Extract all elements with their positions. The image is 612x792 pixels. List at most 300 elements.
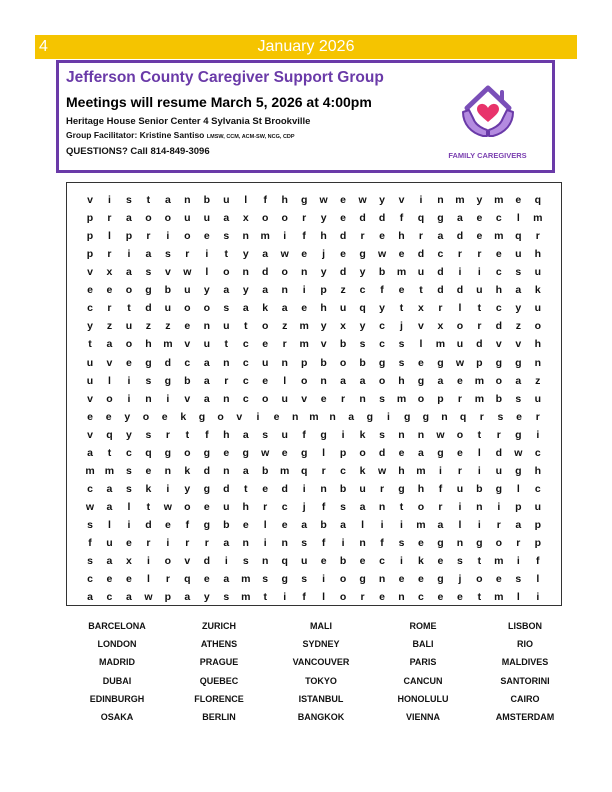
word-search-letter[interactable]: e	[281, 519, 288, 532]
word-search-letter[interactable]: s	[515, 573, 522, 586]
word-search-letter[interactable]: u	[456, 482, 464, 495]
word-search-letter[interactable]: a	[87, 591, 93, 604]
word-search-letter[interactable]: v	[106, 356, 113, 369]
word-search-letter[interactable]: l	[283, 374, 287, 387]
word-search-letter[interactable]: o	[495, 537, 503, 550]
word-search-letter[interactable]: a	[418, 446, 424, 459]
word-search-letter[interactable]: v	[164, 266, 171, 279]
word-search-letter[interactable]: s	[145, 266, 152, 279]
word-search-letter[interactable]: q	[145, 446, 152, 459]
word-search-letter[interactable]: g	[437, 212, 444, 225]
word-search-letter[interactable]: e	[320, 555, 327, 568]
word-search-letter[interactable]: p	[320, 284, 327, 297]
word-search-letter[interactable]: r	[457, 392, 462, 405]
word-search-letter[interactable]: o	[417, 392, 425, 405]
word-search-letter[interactable]: d	[378, 212, 386, 225]
word-search-letter[interactable]: k	[418, 555, 424, 568]
word-search-letter[interactable]: c	[379, 555, 385, 568]
word-search-letter[interactable]: y	[124, 410, 131, 423]
word-search-letter[interactable]: x	[418, 302, 424, 315]
word-search-letter[interactable]: x	[106, 266, 113, 279]
word-search-letter[interactable]: l	[205, 266, 209, 279]
word-search-letter[interactable]: z	[282, 320, 288, 333]
word-search-letter[interactable]: i	[108, 194, 111, 206]
word-search-letter[interactable]: g	[145, 356, 152, 369]
word-search-letter[interactable]: d	[262, 266, 269, 279]
word-search-letter[interactable]: c	[534, 446, 541, 459]
word-search-letter[interactable]: t	[146, 194, 151, 206]
word-search-letter[interactable]: s	[515, 266, 522, 279]
word-search-letter[interactable]: o	[184, 302, 191, 315]
word-search-letter[interactable]: p	[339, 446, 347, 459]
word-search-letter[interactable]: t	[244, 320, 248, 333]
word-search-letter[interactable]: k	[184, 464, 191, 477]
word-search-letter[interactable]: r	[341, 392, 346, 405]
word-search-letter[interactable]: s	[242, 555, 249, 568]
word-search-letter[interactable]: g	[198, 410, 206, 423]
word-search-letter[interactable]: t	[477, 591, 482, 604]
word-search-letter[interactable]: o	[417, 501, 425, 514]
word-search-letter[interactable]: r	[360, 591, 365, 604]
word-search-letter[interactable]: m	[85, 464, 95, 477]
word-search-letter[interactable]: h	[534, 464, 541, 477]
word-search-letter[interactable]: a	[106, 501, 113, 514]
word-search-letter[interactable]: j	[322, 248, 326, 261]
word-search-letter[interactable]: a	[242, 302, 249, 315]
word-search-letter[interactable]: a	[126, 212, 132, 225]
word-search-letter[interactable]: f	[263, 194, 267, 206]
word-search-letter[interactable]: h	[242, 501, 249, 514]
word-search-letter[interactable]: b	[164, 284, 172, 297]
word-search-letter[interactable]: e	[456, 374, 463, 387]
word-search-letter[interactable]: d	[145, 302, 152, 315]
word-search-letter[interactable]: g	[359, 573, 366, 586]
word-search-letter[interactable]: y	[126, 428, 132, 441]
word-search-letter[interactable]: a	[262, 284, 269, 297]
word-search-letter[interactable]: m	[396, 392, 407, 405]
word-search-letter[interactable]: x	[340, 320, 347, 333]
word-search-letter[interactable]: y	[203, 591, 210, 604]
word-search-letter[interactable]: e	[437, 591, 444, 604]
word-search-letter[interactable]: y	[359, 266, 366, 279]
word-search-letter[interactable]: v	[236, 410, 243, 423]
word-search-letter[interactable]: o	[184, 501, 191, 514]
word-search-letter[interactable]: s	[164, 248, 171, 261]
word-search-letter[interactable]: m	[494, 555, 504, 568]
word-search-letter[interactable]: a	[223, 573, 230, 586]
word-search-letter[interactable]: c	[87, 482, 93, 495]
word-search-letter[interactable]: l	[146, 573, 150, 586]
word-search-letter[interactable]: r	[418, 230, 424, 243]
word-search-letter[interactable]: g	[515, 464, 522, 477]
word-search-letter[interactable]: a	[145, 248, 152, 261]
word-search-letter[interactable]: i	[322, 573, 326, 586]
word-search-letter[interactable]: s	[379, 428, 385, 441]
word-search-letter[interactable]: u	[534, 392, 541, 405]
word-search-letter[interactable]: r	[477, 320, 482, 333]
word-search-letter[interactable]: u	[495, 464, 503, 477]
word-search-letter[interactable]: d	[339, 230, 347, 243]
word-search-letter[interactable]: c	[87, 573, 93, 586]
word-search-letter[interactable]: n	[223, 464, 230, 477]
word-search-letter[interactable]: h	[320, 302, 327, 315]
word-search-letter[interactable]: b	[320, 356, 327, 369]
word-search-letter[interactable]: c	[87, 302, 93, 315]
word-search-letter[interactable]: t	[419, 284, 423, 297]
word-search-letter[interactable]: o	[184, 446, 191, 459]
word-search-letter[interactable]: n	[398, 428, 405, 441]
word-search-letter[interactable]: n	[359, 537, 366, 550]
word-search-letter[interactable]: a	[359, 374, 366, 387]
word-search-letter[interactable]: n	[223, 356, 230, 369]
word-search-letter[interactable]: v	[184, 555, 191, 568]
word-search-letter[interactable]: c	[379, 320, 385, 333]
word-search-letter[interactable]: o	[203, 302, 211, 315]
word-search-letter[interactable]: i	[146, 555, 150, 568]
word-search-letter[interactable]: m	[494, 194, 504, 206]
word-search-letter[interactable]: u	[125, 320, 133, 333]
word-search-letter[interactable]: u	[534, 302, 541, 315]
word-search-letter[interactable]: m	[396, 266, 407, 279]
word-search-letter[interactable]: d	[339, 266, 347, 279]
word-search-letter[interactable]: m	[533, 212, 543, 225]
word-search-letter[interactable]: n	[242, 537, 249, 550]
word-search-letter[interactable]: y	[476, 194, 483, 206]
word-search-letter[interactable]: o	[164, 212, 172, 225]
word-search-letter[interactable]: i	[477, 266, 481, 279]
word-search-letter[interactable]: h	[320, 230, 327, 243]
word-search-letter[interactable]: o	[495, 374, 503, 387]
word-search-letter[interactable]: t	[127, 302, 131, 315]
word-search-letter[interactable]: f	[321, 537, 326, 550]
word-search-letter[interactable]: m	[455, 194, 465, 206]
word-search-letter[interactable]: q	[459, 410, 467, 423]
word-search-letter[interactable]: n	[417, 428, 425, 441]
word-search-letter[interactable]: a	[437, 519, 444, 532]
word-search-letter[interactable]: h	[534, 248, 541, 261]
word-search-letter[interactable]: u	[262, 356, 269, 369]
word-search-letter[interactable]: e	[184, 320, 191, 333]
word-search-letter[interactable]: e	[476, 212, 483, 225]
word-search-letter[interactable]: u	[184, 284, 191, 297]
word-search-letter[interactable]: e	[106, 573, 113, 586]
word-search-letter[interactable]: g	[476, 537, 483, 550]
word-search-letter[interactable]: q	[534, 194, 541, 206]
word-search-letter[interactable]: i	[477, 464, 481, 477]
word-search-letter[interactable]: c	[242, 374, 249, 387]
word-search-letter[interactable]: r	[282, 338, 287, 351]
word-search-letter[interactable]: e	[398, 248, 405, 261]
word-search-letter[interactable]: u	[417, 266, 425, 279]
word-search-letter[interactable]: w	[436, 428, 445, 441]
word-search-letter[interactable]: c	[495, 266, 502, 279]
word-search-letter[interactable]: t	[477, 555, 482, 568]
word-search-letter[interactable]: e	[320, 392, 327, 405]
word-search-letter[interactable]: s	[301, 573, 308, 586]
word-search-letter[interactable]: a	[359, 501, 366, 514]
word-search-letter[interactable]: o	[476, 573, 483, 586]
word-search-letter[interactable]: x	[242, 212, 249, 225]
word-search-letter[interactable]: n	[145, 392, 152, 405]
word-search-letter[interactable]: a	[203, 392, 210, 405]
word-search-letter[interactable]: e	[106, 284, 113, 297]
word-search-letter[interactable]: h	[534, 338, 541, 351]
word-search-letter[interactable]: e	[242, 519, 249, 532]
word-search-letter[interactable]: g	[422, 410, 430, 423]
word-search-letter[interactable]: o	[262, 212, 269, 225]
word-search-letter[interactable]: q	[184, 573, 191, 586]
word-search-letter[interactable]: b	[223, 519, 230, 532]
word-search-letter[interactable]: r	[224, 374, 229, 387]
word-search-letter[interactable]: i	[400, 555, 403, 568]
word-search-letter[interactable]: s	[456, 555, 463, 568]
word-search-letter[interactable]: u	[106, 537, 113, 550]
word-search-letter[interactable]: u	[164, 302, 172, 315]
word-search-letter[interactable]: m	[163, 338, 173, 351]
word-search-letter[interactable]: m	[494, 591, 504, 604]
word-search-letter[interactable]: i	[205, 248, 209, 261]
word-search-letter[interactable]: h	[495, 284, 503, 297]
word-search-letter[interactable]: o	[125, 338, 133, 351]
word-search-letter[interactable]: k	[145, 482, 152, 495]
word-search-letter[interactable]: a	[223, 284, 230, 297]
word-search-letter[interactable]: n	[262, 555, 269, 568]
word-search-letter[interactable]: r	[107, 248, 112, 261]
word-search-letter[interactable]: w	[377, 248, 387, 261]
word-search-letter[interactable]: l	[458, 519, 462, 532]
word-search-letter[interactable]: o	[217, 410, 224, 423]
word-search-letter[interactable]: e	[262, 338, 269, 351]
word-search-letter[interactable]: o	[456, 428, 464, 441]
word-search-letter[interactable]: l	[361, 519, 365, 532]
word-search-letter[interactable]: h	[398, 230, 405, 243]
word-search-letter[interactable]: i	[283, 230, 287, 243]
word-search-letter[interactable]: o	[106, 392, 113, 405]
word-search-letter[interactable]: f	[380, 284, 384, 297]
word-search-letter[interactable]: p	[534, 537, 541, 550]
word-search-letter[interactable]: d	[476, 338, 483, 351]
word-search-letter[interactable]: t	[477, 428, 482, 441]
word-search-letter[interactable]: s	[340, 501, 347, 514]
word-search-letter[interactable]: e	[359, 555, 366, 568]
word-search-letter[interactable]: w	[377, 464, 387, 477]
word-search-letter[interactable]: r	[185, 248, 190, 261]
word-search-letter[interactable]: e	[516, 410, 523, 423]
word-search-letter[interactable]: d	[223, 482, 230, 495]
word-search-letter[interactable]: r	[457, 248, 462, 261]
word-search-letter[interactable]: g	[417, 374, 425, 387]
word-search-letter[interactable]: r	[535, 410, 540, 423]
word-search-letter[interactable]: w	[280, 248, 289, 261]
word-search-letter[interactable]: w	[261, 446, 270, 459]
word-search-letter[interactable]: e	[145, 464, 152, 477]
word-search-letter[interactable]: e	[87, 410, 93, 423]
word-search-letter[interactable]: d	[203, 464, 211, 477]
word-search-letter[interactable]: n	[292, 410, 299, 423]
word-search-letter[interactable]: g	[164, 374, 172, 387]
word-search-letter[interactable]: n	[242, 230, 249, 243]
word-search-letter[interactable]: e	[379, 230, 385, 243]
word-search-letter[interactable]: g	[203, 482, 211, 495]
word-search-letter[interactable]: l	[108, 374, 111, 387]
word-search-letter[interactable]: e	[203, 501, 210, 514]
word-search-letter[interactable]: v	[87, 266, 93, 279]
word-search-letter[interactable]: n	[320, 482, 327, 495]
word-search-letter[interactable]: u	[86, 374, 94, 387]
word-search-letter[interactable]: y	[242, 284, 249, 297]
word-search-letter[interactable]: e	[273, 410, 280, 423]
word-search-letter[interactable]: a	[223, 537, 230, 550]
word-search-letter[interactable]: w	[144, 591, 153, 604]
word-search-letter[interactable]: u	[281, 428, 288, 441]
word-search-letter[interactable]: o	[456, 320, 464, 333]
word-search-letter[interactable]: l	[322, 446, 326, 459]
word-search-letter[interactable]: g	[495, 356, 503, 369]
word-search-letter[interactable]: i	[263, 537, 267, 550]
word-search-letter[interactable]: z	[106, 320, 113, 333]
word-search-letter[interactable]: i	[127, 248, 131, 261]
word-search-letter[interactable]: a	[106, 555, 113, 568]
word-search-letter[interactable]: s	[398, 356, 405, 369]
word-search-letter[interactable]: n	[223, 392, 230, 405]
word-search-letter[interactable]: y	[320, 212, 327, 225]
word-search-letter[interactable]: f	[185, 519, 190, 532]
word-search-letter[interactable]: z	[515, 320, 521, 333]
word-search-letter[interactable]: s	[223, 230, 230, 243]
word-search-letter[interactable]: q	[300, 464, 308, 477]
word-search-letter[interactable]: n	[437, 194, 444, 206]
word-search-letter[interactable]: m	[474, 374, 485, 387]
word-search-letter[interactable]: m	[299, 320, 309, 333]
word-search-letter[interactable]: v	[495, 338, 502, 351]
word-search-letter[interactable]: l	[477, 446, 481, 459]
word-search-letter[interactable]: o	[281, 266, 288, 279]
word-search-letter[interactable]: s	[223, 591, 230, 604]
word-search-letter[interactable]: o	[339, 356, 347, 369]
word-search-letter[interactable]: c	[242, 338, 249, 351]
word-search-letter[interactable]: i	[497, 501, 501, 514]
word-search-letter[interactable]: l	[536, 573, 540, 586]
word-search-letter[interactable]: a	[223, 212, 230, 225]
word-search-letter[interactable]: v	[87, 428, 93, 441]
word-search-letter[interactable]: o	[145, 212, 152, 225]
word-search-letter[interactable]: l	[419, 338, 423, 351]
word-search-letter[interactable]: g	[300, 446, 308, 459]
word-search-letter[interactable]: t	[146, 501, 151, 514]
word-search-letter[interactable]: t	[88, 338, 92, 351]
word-search-letter[interactable]: g	[437, 537, 444, 550]
word-search-letter[interactable]: l	[516, 212, 520, 225]
word-search-letter[interactable]: i	[127, 374, 131, 387]
word-search-letter[interactable]: u	[515, 248, 522, 261]
word-search-letter[interactable]: m	[280, 464, 290, 477]
word-search-letter[interactable]: r	[496, 428, 501, 441]
word-search-letter[interactable]: i	[341, 537, 345, 550]
word-search-letter[interactable]: e	[379, 591, 385, 604]
word-search-letter[interactable]: e	[87, 284, 93, 297]
word-search-letter[interactable]: o	[262, 320, 269, 333]
word-search-letter[interactable]: e	[456, 446, 463, 459]
word-search-letter[interactable]: a	[437, 230, 444, 243]
word-search-letter[interactable]: m	[494, 230, 504, 243]
word-search-letter[interactable]: a	[515, 374, 522, 387]
word-search-letter[interactable]: s	[398, 338, 405, 351]
word-search-letter[interactable]: e	[161, 410, 168, 423]
word-search-letter[interactable]: b	[339, 555, 347, 568]
word-search-letter[interactable]: m	[241, 591, 251, 604]
word-search-letter[interactable]: c	[126, 446, 132, 459]
word-search-letter[interactable]: n	[476, 501, 483, 514]
word-search-letter[interactable]: a	[301, 519, 308, 532]
word-search-letter[interactable]: u	[281, 392, 288, 405]
word-search-letter[interactable]: r	[165, 573, 170, 586]
word-search-letter[interactable]: e	[126, 573, 132, 586]
word-search-letter[interactable]: a	[126, 266, 132, 279]
word-search-letter[interactable]: f	[536, 555, 540, 568]
word-search-letter[interactable]: u	[223, 320, 230, 333]
word-search-letter[interactable]: p	[437, 392, 444, 405]
word-search-letter[interactable]: w	[358, 194, 367, 206]
word-search-letter[interactable]: y	[320, 266, 327, 279]
word-search-letter[interactable]: m	[299, 338, 309, 351]
word-search-letter[interactable]: s	[126, 464, 132, 477]
word-search-letter[interactable]: d	[417, 248, 425, 261]
word-search-letter[interactable]: w	[183, 266, 192, 279]
word-search-letter[interactable]: r	[165, 428, 170, 441]
word-search-letter[interactable]: e	[203, 573, 210, 586]
word-search-letter[interactable]: f	[321, 501, 326, 514]
word-search-letter[interactable]: b	[184, 374, 191, 387]
word-search-letter[interactable]: p	[86, 230, 94, 243]
word-search-letter[interactable]: r	[379, 482, 385, 495]
word-search-letter[interactable]: e	[418, 537, 424, 550]
word-search-letter[interactable]: r	[457, 464, 462, 477]
word-search-letter[interactable]: b	[476, 482, 483, 495]
word-search-letter[interactable]: a	[184, 591, 191, 604]
word-search-letter[interactable]: c	[242, 392, 249, 405]
word-search-letter[interactable]: r	[107, 302, 112, 315]
word-search-letter[interactable]: d	[359, 212, 366, 225]
word-search-letter[interactable]: v	[87, 194, 93, 206]
word-search-letter[interactable]: g	[515, 428, 522, 441]
word-search-letter[interactable]: e	[515, 194, 522, 206]
word-search-letter[interactable]: n	[398, 591, 405, 604]
word-search-letter[interactable]: s	[87, 519, 93, 532]
word-search-letter[interactable]: v	[87, 392, 93, 405]
word-search-letter[interactable]: g	[320, 428, 327, 441]
word-search-letter[interactable]: r	[321, 464, 326, 477]
word-search-letter[interactable]: q	[281, 555, 288, 568]
word-search-letter[interactable]: g	[145, 284, 152, 297]
word-search-letter[interactable]: e	[203, 230, 210, 243]
word-search-letter[interactable]: w	[163, 501, 172, 514]
word-search-letter[interactable]: c	[495, 302, 502, 315]
word-search-letter[interactable]: o	[378, 374, 386, 387]
word-search-letter[interactable]: t	[399, 501, 404, 514]
word-search-letter[interactable]: r	[302, 212, 307, 225]
word-search-letter[interactable]: c	[418, 591, 424, 604]
word-search-letter[interactable]: x	[126, 555, 132, 568]
word-search-letter[interactable]: f	[380, 537, 384, 550]
word-search-letter[interactable]: n	[300, 266, 308, 279]
word-search-letter[interactable]: c	[106, 591, 113, 604]
word-search-letter[interactable]: y	[515, 302, 522, 315]
word-search-letter[interactable]: n	[164, 464, 172, 477]
word-search-letter[interactable]: l	[108, 230, 111, 243]
word-search-letter[interactable]: r	[107, 212, 112, 225]
word-search-letter[interactable]: j	[302, 501, 306, 514]
word-search-letter[interactable]: i	[166, 537, 170, 550]
